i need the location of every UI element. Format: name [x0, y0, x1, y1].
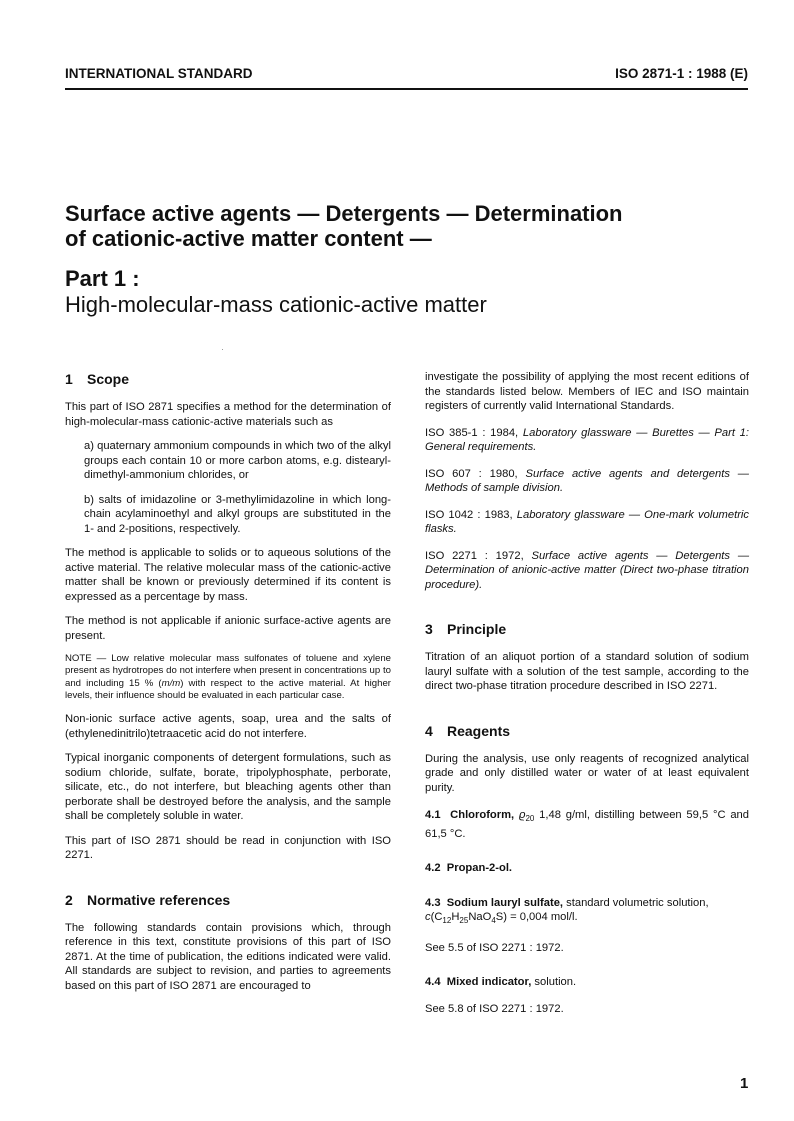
reagent-name: Mixed indicator, [446, 976, 532, 989]
section-title: Reagents [447, 722, 511, 739]
reference-id: ISO 2271 : 1972, [425, 549, 532, 562]
section-heading-reagents [425, 722, 749, 740]
paragraph: See 5.8 of ISO 2271 : 1972. [425, 1002, 564, 1015]
page-header [65, 66, 748, 90]
document-title [65, 201, 745, 251]
paragraph: The method is applicable to solids or to aqueous solutions of the active material. The relative molecular mass of the cationic-active matter shall be known or previously determined if its content is expressed as a percentage by mass. [65, 547, 391, 603]
reference-title: Laboratory glassware — One-mark volumetric flasks. [425, 508, 750, 535]
formula-subscript: 12 [442, 916, 452, 926]
reference-id: ISO 385-1 : 1984, [425, 426, 523, 439]
reagent-4-2 [425, 861, 749, 876]
section-heading-scope [65, 370, 391, 388]
note-text: NOTE — Low relative molecular mass sulfonates of toluene and xylene present as hydrotropes do not interfere when present in concentrations up to and including 15 % ( [65, 653, 391, 689]
reference-title: Surface active agents and detergents — Methods of sample division. [425, 467, 749, 494]
left-column [65, 370, 391, 993]
section-number: 1 [65, 371, 73, 387]
reagent-text: standard volumetric solution, [563, 896, 709, 909]
reference-id: ISO 607 : 1980, [425, 467, 526, 480]
reference-title: Surface active agents — Detergents — Determination of anionic-active matter (Direct two-phase titration procedure). [425, 549, 750, 591]
formula-subscript: 25 [459, 916, 469, 926]
page-number: 1 [740, 1075, 749, 1092]
section-heading-normative-references [65, 891, 391, 909]
section-title: Normative references [87, 891, 231, 908]
speck [222, 349, 223, 350]
paragraph: During the analysis, use only reagents of recognized analytical grade and only distilled water or water of at least equivalent purity. [425, 752, 749, 794]
formula-part: NaO [468, 911, 492, 924]
section-title: Scope [87, 371, 130, 387]
subclause-number: 4.4 [425, 976, 441, 989]
paragraph: investigate the possibility of applying the most recent editions of the standards listed below. Members of IEC and ISO maintain registers of currently valid International Standards. [425, 371, 749, 412]
reagent-4-1 [425, 808, 749, 841]
right-column [425, 370, 749, 1016]
reference-id: ISO 1042 : 1983, [425, 508, 517, 521]
subclause-number: 4.1 [425, 809, 441, 821]
list-item: b) salts of imidazoline or 3-methylimidazoline in which long-chain acylaminoethyl and alkyl groups are substituted in the 1- and 2-positions, respectively. [84, 493, 391, 535]
paragraph: This part of ISO 2871 should be read in conjunction with ISO 2271. [65, 834, 391, 862]
density-subscript: 20 [525, 814, 535, 824]
reagent-text: solution. [531, 976, 577, 989]
paragraph: Titration of an aliquot portion of a standard solution of sodium lauryl sulfate with a solution of the test sample, according to the direct two-phase titration procedure described in ISO 2271. [425, 651, 749, 692]
part-label: Part 1 : [65, 266, 140, 291]
paragraph: The method is not applicable if anionic surface-active agents are present. [65, 615, 391, 642]
list-item: a) quaternary ammonium compounds in which two of the alkyl groups each contain 10 or more carbon atoms, e.g. distearyl-dimethyl-ammonium chlorides, or [84, 440, 391, 481]
title-line-1: Surface active agents — Detergents — Determination [65, 201, 623, 226]
reagent-name: Chloroform, [450, 809, 515, 821]
paragraph: Non-ionic surface active agents, soap, urea and the salts of (ethylenedinitrilo)tetraacetic acid do not interfere. [65, 713, 391, 740]
paragraph: Typical inorganic components of detergent formulations, such as sodium chloride, sulfate, borate, tripolyphosphate, perborate, silicate, etc., do not interfere, but bleaching agents other than perborate shall be destroyed before the analysis, and the sample shall be completely soluble in water. [65, 752, 391, 823]
header-standard-type: INTERNATIONAL STANDARD [65, 66, 253, 81]
subclause-number: 4.2 [425, 862, 441, 875]
note-unit: m/m [161, 677, 181, 689]
reference-item [425, 426, 749, 455]
title-line-2: of cationic-active matter content — [65, 226, 432, 251]
concentration-symbol: c [425, 911, 431, 924]
note-text: ) with respect to the active material. At higher levels, their influence should be evaluated in each particular case. [65, 677, 391, 701]
reference-item [425, 508, 749, 537]
section-number: 3 [425, 621, 433, 637]
reference-item [425, 467, 749, 496]
paragraph: This part of ISO 2871 specifies a method for the determination of high-molecular-mass cationic-active materials such as [65, 401, 391, 428]
reagent-name: Sodium lauryl sulfate, [446, 896, 564, 909]
section-heading-principle [425, 620, 749, 638]
formula-subscript: 4 [491, 916, 496, 926]
paragraph: See 5.5 of ISO 2271 : 1972. [425, 941, 564, 954]
note [65, 653, 391, 702]
reagent-text: 1,48 g/ml, distilling between 59,5 °C and 61,5 °C. [425, 809, 749, 840]
section-number: 4 [425, 722, 433, 739]
section-number: 2 [65, 891, 73, 908]
formula-part: S) = 0,004 mol/l. [495, 911, 578, 924]
reagent-4-3 [425, 896, 749, 929]
reagent-4-4 [425, 975, 749, 990]
density-symbol: ϱ [518, 809, 526, 821]
formula-part: H [451, 911, 460, 924]
reference-item [425, 549, 749, 593]
reference-title: Laboratory glassware — Burettes — Part 1: General requirements. [425, 426, 749, 453]
paragraph: The following standards contain provisions which, through reference in this text, constitute provisions of this part of ISO 2871. At the time of publication, the editions indicated were valid. All standards are subject to revision, and parties to agreements based on this part of ISO 2871 are encouraged to [65, 921, 391, 992]
section-title: Principle [447, 621, 507, 637]
part-subtitle: High-molecular-mass cationic-active matter [65, 292, 487, 317]
reagent-name: Propan-2-ol. [446, 862, 513, 875]
formula-part: (C [430, 911, 443, 924]
subclause-number: 4.3 [425, 896, 441, 909]
header-document-id: ISO 2871-1 : 1988 (E) [615, 66, 748, 81]
